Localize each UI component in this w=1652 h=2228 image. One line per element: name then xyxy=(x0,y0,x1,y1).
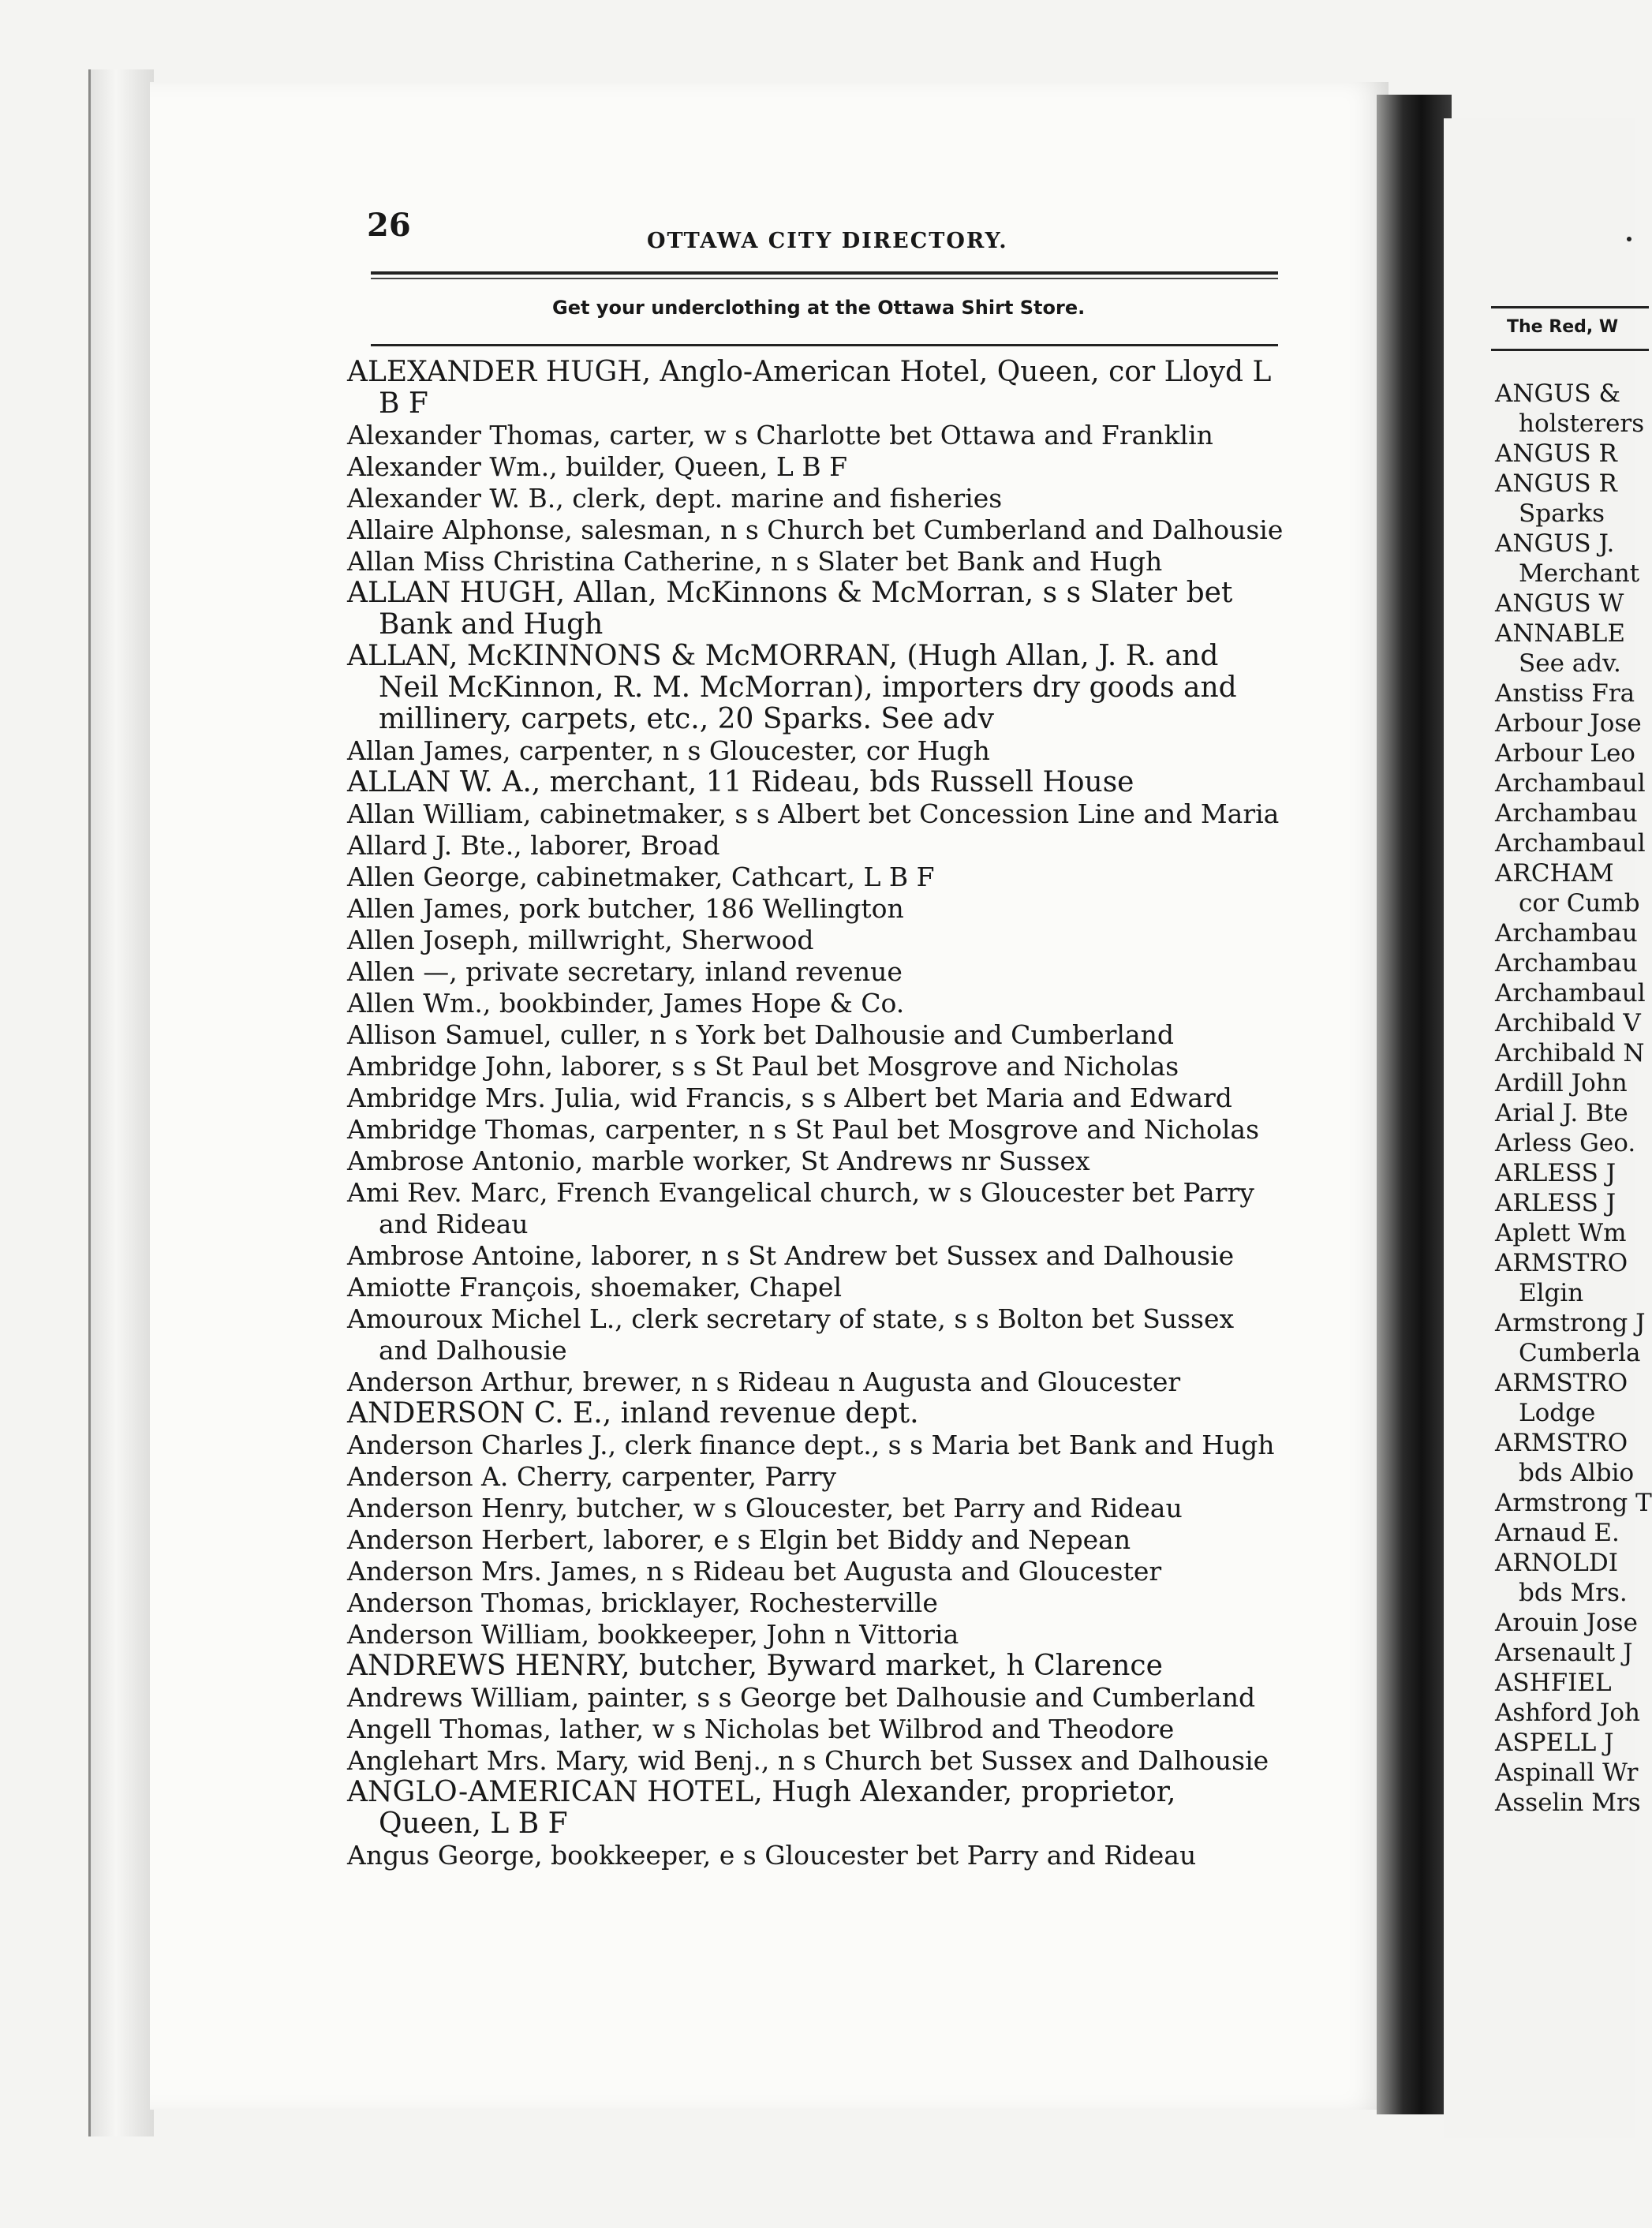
directory-entry: Anderson Mrs. James, n s Rideau bet Augusta and Gloucester xyxy=(347,1556,1162,1587)
right-page-line: Elgin xyxy=(1519,1279,1584,1307)
right-page-line: Armstrong T xyxy=(1495,1489,1652,1517)
right-page-line: ARLESS J xyxy=(1495,1159,1616,1187)
header-rule xyxy=(371,271,1278,275)
directory-entry: Allan William, cabinetmaker, s s Albert bet Concession Line and Maria xyxy=(347,798,1280,829)
directory-entries xyxy=(347,357,1286,1871)
right-page-line: ARMSTRO xyxy=(1495,1369,1628,1397)
right-page-line: ANGUS R xyxy=(1495,469,1617,498)
right-page-line: ANGUS J. xyxy=(1495,529,1615,558)
right-page-line: bds Mrs. xyxy=(1519,1579,1628,1607)
directory-entry: Anderson Henry, butcher, w s Gloucester, bet Parry and Rideau xyxy=(347,1493,1183,1523)
directory-entry: Ambridge John, laborer, s s St Paul bet Mosgrove and Nicholas xyxy=(347,1051,1179,1082)
directory-entry: ANDERSON C. E., inland revenue dept. xyxy=(347,1397,919,1430)
directory-entry: Angell Thomas, lather, w s Nicholas bet Wilbrod and Theodore xyxy=(347,1714,1175,1744)
right-page-line: ARLESS J xyxy=(1495,1189,1616,1217)
right-page-ad-line: The Red, W xyxy=(1507,317,1619,337)
running-title: OTTAWA CITY DIRECTORY. xyxy=(647,229,1008,253)
right-page-line: Archambau xyxy=(1495,919,1638,948)
speck xyxy=(1627,237,1631,241)
right-page-line: ARCHAM xyxy=(1495,859,1614,888)
directory-entry: Anderson William, bookkeeper, John n Vittoria xyxy=(347,1619,959,1650)
right-page-line: Arbour Leo xyxy=(1495,739,1635,768)
directory-entry: Anderson Charles J., clerk finance dept., s s Maria bet Bank and Hugh xyxy=(347,1430,1275,1460)
page-number: 26 xyxy=(367,207,411,244)
right-page-line: Archibald N xyxy=(1495,1039,1645,1067)
right-page-line: ARNOLDI xyxy=(1495,1549,1618,1577)
right-page-line: ANNABLE xyxy=(1495,619,1626,648)
right-page-line: Arbour Jose xyxy=(1495,709,1642,738)
right-header-rule xyxy=(1491,306,1649,308)
directory-entry: Ambridge Thomas, carpenter, n s St Paul bet Mosgrove and Nicholas xyxy=(347,1114,1259,1145)
directory-entry: Allen George, cabinetmaker, Cathcart, L B F xyxy=(347,862,935,892)
directory-entry: Anderson Arthur, brewer, n s Rideau n Augusta and Gloucester xyxy=(347,1366,1181,1397)
directory-entry: Allan Miss Christina Catherine, n s Slater bet Bank and Hugh xyxy=(347,546,1163,577)
directory-entry: Andrews William, painter, s s George bet Dalhousie and Cumberland xyxy=(347,1682,1256,1713)
right-page-line: ASPELL J xyxy=(1495,1729,1614,1757)
directory-entry: Anglehart Mrs. Mary, wid Benj., n s Church bet Sussex and Dalhousie xyxy=(347,1745,1269,1776)
header-rule-thin xyxy=(371,278,1278,279)
directory-entry: Allan James, carpenter, n s Gloucester, cor Hugh xyxy=(347,735,990,766)
right-page-line: Cumberla xyxy=(1519,1339,1641,1367)
right-page-line: Arouin Jose xyxy=(1495,1609,1638,1637)
directory-entry: ALLAN HUGH, Allan, McKinnons & McMorran, s s Slater bet Bank and Hugh xyxy=(347,577,1233,641)
right-page-line: Archambau xyxy=(1495,799,1638,828)
right-page-line: Archambaul xyxy=(1495,769,1646,798)
right-page-line: ANGUS R xyxy=(1495,439,1617,468)
book-gutter-shadow xyxy=(1377,95,1452,2114)
directory-entry: Amouroux Michel L., clerk secretary of state, s s Bolton bet Sussex and Dalhousie xyxy=(347,1303,1235,1366)
directory-entry: Alexander Thomas, carter, w s Charlotte bet Ottawa and Franklin xyxy=(347,420,1213,450)
advertisement-line: Get your underclothing at the Ottawa Shirt Store. xyxy=(552,297,1086,319)
directory-entry: Anderson Herbert, laborer, e s Elgin bet Biddy and Nepean xyxy=(347,1524,1131,1555)
directory-entry: ALLAN W. A., merchant, 11 Rideau, bds Russell House xyxy=(347,766,1134,798)
book-page-edges xyxy=(88,69,154,2136)
right-page-line: Arless Geo. xyxy=(1495,1129,1636,1157)
directory-entry: Allen James, pork butcher, 186 Wellington xyxy=(347,893,904,924)
directory-entry: Allison Samuel, culler, n s York bet Dalhousie and Cumberland xyxy=(347,1019,1174,1050)
directory-entry: Ami Rev. Marc, French Evangelical church, w s Gloucester bet Parry and Rideau xyxy=(347,1177,1254,1239)
directory-entry: Allaire Alphonse, salesman, n s Church bet Cumberland and Dalhousie xyxy=(347,514,1284,545)
right-page-line: Lodge xyxy=(1519,1399,1596,1427)
right-page-line: Sparks xyxy=(1519,499,1605,528)
right-page-line: Ardill John xyxy=(1495,1069,1628,1097)
right-page-line: Arsenault J xyxy=(1495,1639,1633,1667)
right-page-line: cor Cumb xyxy=(1519,889,1640,918)
right-page xyxy=(1444,118,1652,2138)
right-ad-rule xyxy=(1491,349,1649,351)
right-page-line: ARMSTRO xyxy=(1495,1429,1628,1457)
right-page-line: Archambau xyxy=(1495,949,1638,978)
directory-entry: ALEXANDER HUGH, Anglo-American Hotel, Queen, cor Lloyd L B F xyxy=(347,356,1272,420)
right-page-line: holsterers xyxy=(1519,409,1645,438)
directory-entry: Ambrose Antoine, laborer, n s St Andrew bet Sussex and Dalhousie xyxy=(347,1240,1235,1271)
directory-entry: Anderson A. Cherry, carpenter, Parry xyxy=(347,1461,837,1492)
directory-entry: Ambrose Antonio, marble worker, St Andrews nr Sussex xyxy=(347,1146,1090,1176)
right-page-line: Archibald V xyxy=(1495,1009,1641,1037)
directory-entry: Angus George, bookkeeper, e s Gloucester bet Parry and Rideau xyxy=(347,1840,1197,1871)
directory-entry: Allen Joseph, millwright, Sherwood xyxy=(347,925,814,955)
right-page-line: Anstiss Fra xyxy=(1495,679,1635,708)
right-page-line: Arial J. Bte xyxy=(1495,1099,1628,1127)
directory-entry: Alexander W. B., clerk, dept. marine and fisheries xyxy=(347,483,1003,514)
right-page-line: ARMSTRO xyxy=(1495,1249,1628,1277)
right-page-line: Ashford Joh xyxy=(1495,1699,1640,1727)
right-page-line: Armstrong J xyxy=(1495,1309,1646,1337)
right-page-line: Archambaul xyxy=(1495,829,1646,858)
right-page-line: ANGUS W xyxy=(1495,589,1624,618)
right-page-line: Arnaud E. xyxy=(1495,1519,1620,1547)
directory-entry: ANDREWS HENRY, butcher, Byward market, h Clarence xyxy=(347,1650,1163,1682)
right-page-line: ANGUS & xyxy=(1495,379,1621,408)
right-page-line: bds Albio xyxy=(1519,1459,1635,1487)
directory-entry: Alexander Wm., builder, Queen, L B F xyxy=(347,451,847,482)
right-page-line: Archambaul xyxy=(1495,979,1646,1007)
right-page-line: Aspinall Wr xyxy=(1495,1759,1639,1787)
directory-entry: Allard J. Bte., laborer, Broad xyxy=(347,830,720,861)
right-page-line: See adv. xyxy=(1519,649,1621,678)
directory-entry: Ambridge Mrs. Julia, wid Francis, s s Albert bet Maria and Edward xyxy=(347,1082,1232,1113)
directory-entry: ANGLO-AMERICAN HOTEL, Hugh Alexander, proprietor, Queen, L B F xyxy=(347,1776,1176,1840)
directory-entry: Anderson Thomas, bricklayer, Rochesterville xyxy=(347,1587,938,1618)
right-page-entries xyxy=(1495,379,1652,1818)
right-page-line: Asselin Mrs xyxy=(1495,1789,1641,1817)
right-page-line: Merchant xyxy=(1519,559,1640,588)
directory-entry: Allen Wm., bookbinder, James Hope & Co. xyxy=(347,988,905,1019)
right-page-line: Aplett Wm xyxy=(1495,1219,1627,1247)
directory-entry: Amiotte François, shoemaker, Chapel xyxy=(347,1272,843,1303)
ad-rule xyxy=(371,344,1278,346)
right-page-line: ASHFIEL xyxy=(1495,1669,1612,1697)
directory-entry: ALLAN, McKINNONS & McMORRAN, (Hugh Allan, J. R. and Neil McKinnon, R. M. McMorran), importers dry goods and millinery, carpets, etc., 20 Sparks. See adv xyxy=(347,640,1237,735)
directory-entry: Allen —, private secretary, inland revenue xyxy=(347,956,903,987)
